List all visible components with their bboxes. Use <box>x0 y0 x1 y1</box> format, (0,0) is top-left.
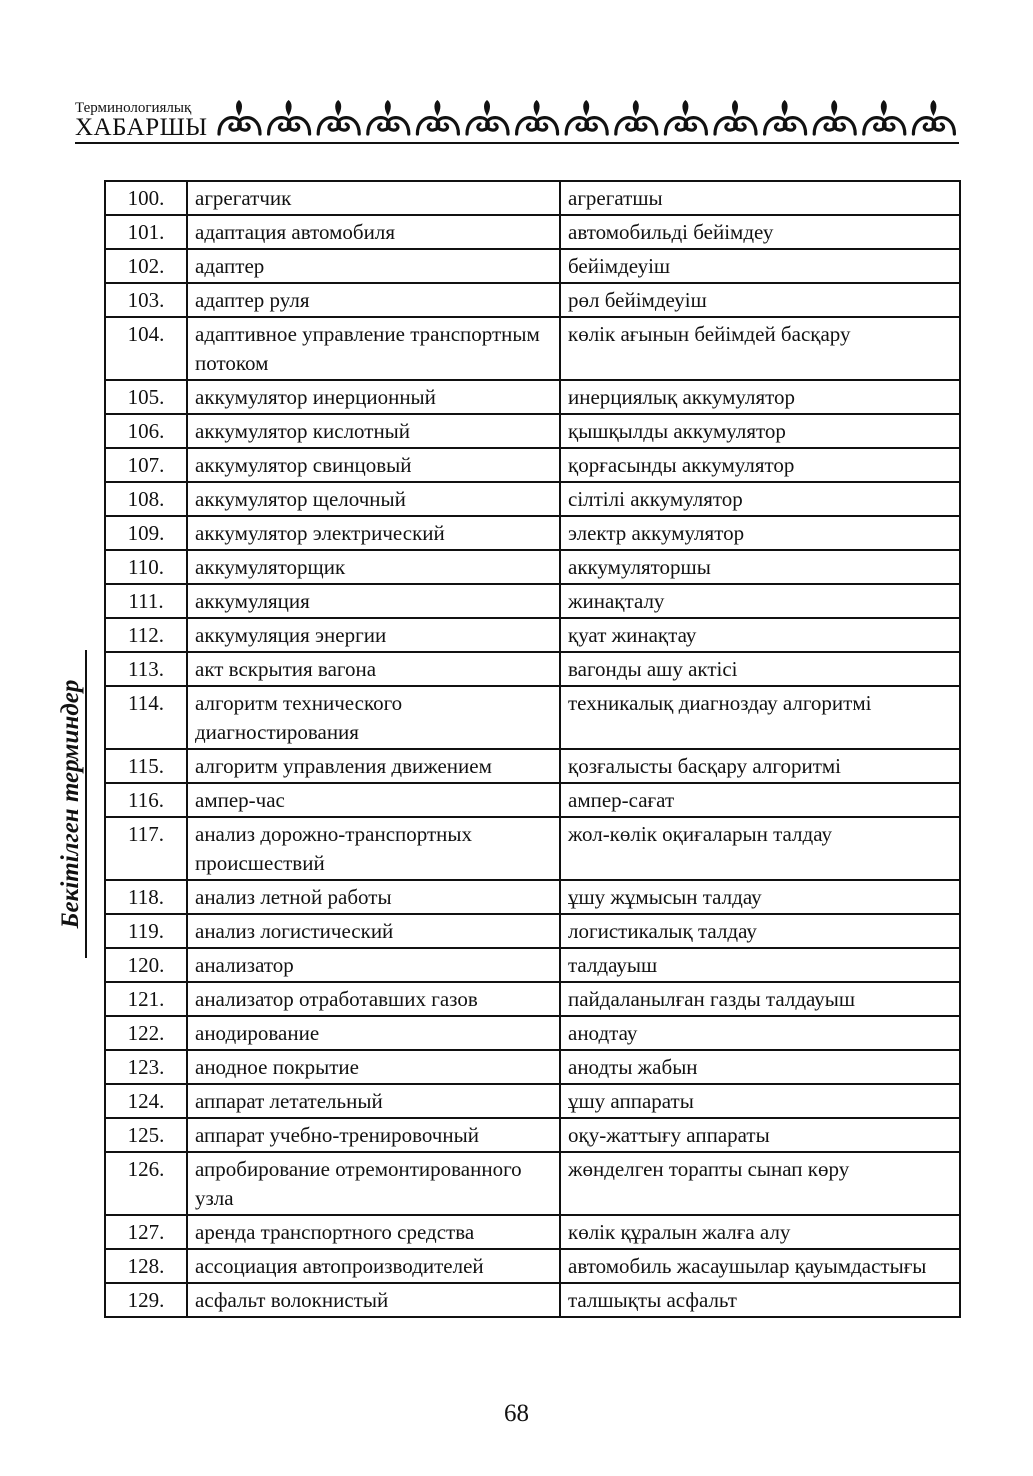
row-number: 106. <box>105 414 187 448</box>
row-number: 124. <box>105 1084 187 1118</box>
terms-table-body <box>105 181 960 1317</box>
term-kazakh: автомобильді бейімдеу <box>560 215 960 249</box>
row-number: 110. <box>105 550 187 584</box>
term-kazakh: жинақталу <box>560 584 960 618</box>
term-russian: анализатор <box>187 948 560 982</box>
row-number: 121. <box>105 982 187 1016</box>
row-number: 103. <box>105 283 187 317</box>
term-kazakh: қуат жинақтау <box>560 618 960 652</box>
row-number: 129. <box>105 1283 187 1317</box>
row-number: 105. <box>105 380 187 414</box>
side-section-label <box>50 650 92 958</box>
row-number: 101. <box>105 215 187 249</box>
term-kazakh: ампер-сағат <box>560 783 960 817</box>
table-row <box>105 686 960 749</box>
term-kazakh: жол-көлік оқиғаларын талдау <box>560 817 960 880</box>
table-row <box>105 914 960 948</box>
term-russian: аккумуляторщик <box>187 550 560 584</box>
table-row <box>105 1050 960 1084</box>
term-russian: аренда транспортного средства <box>187 1215 560 1249</box>
term-kazakh: техникалық диагноздау алгоритмі <box>560 686 960 749</box>
term-russian: аппарат летательный <box>187 1084 560 1118</box>
row-number: 114. <box>105 686 187 749</box>
table-row <box>105 1283 960 1317</box>
term-kazakh: электр аккумулятор <box>560 516 960 550</box>
table-row <box>105 1152 960 1215</box>
row-number: 126. <box>105 1152 187 1215</box>
table-row <box>105 652 960 686</box>
term-kazakh: автомобиль жасаушылар қауымдастығы <box>560 1249 960 1283</box>
page-header <box>75 96 959 146</box>
term-kazakh: талдауыш <box>560 948 960 982</box>
row-number: 104. <box>105 317 187 380</box>
row-number: 113. <box>105 652 187 686</box>
term-russian: адаптер руля <box>187 283 560 317</box>
row-number: 123. <box>105 1050 187 1084</box>
term-kazakh: бейімдеуіш <box>560 249 960 283</box>
table-row <box>105 1016 960 1050</box>
term-kazakh: ұшу аппараты <box>560 1084 960 1118</box>
row-number: 117. <box>105 817 187 880</box>
table-row <box>105 448 960 482</box>
term-kazakh: инерциялық аккумулятор <box>560 380 960 414</box>
table-row <box>105 880 960 914</box>
term-kazakh: жөнделген торапты сынап көру <box>560 1152 960 1215</box>
term-russian: ампер-час <box>187 783 560 817</box>
term-kazakh: қорғасынды аккумулятор <box>560 448 960 482</box>
term-kazakh: вагонды ашу актісі <box>560 652 960 686</box>
term-russian: анализатор отработавших газов <box>187 982 560 1016</box>
term-russian: аккумулятор свинцовый <box>187 448 560 482</box>
term-kazakh: аккумуляторшы <box>560 550 960 584</box>
term-kazakh: қозғалысты басқару алгоритмі <box>560 749 960 783</box>
term-russian: алгоритм управления движением <box>187 749 560 783</box>
term-russian: адаптер <box>187 249 560 283</box>
table-row <box>105 1084 960 1118</box>
term-russian: анализ дорожно-транспортных происшествий <box>187 817 560 880</box>
table-row <box>105 249 960 283</box>
table-row <box>105 1118 960 1152</box>
term-russian: анодирование <box>187 1016 560 1050</box>
term-russian: акт вскрытия вагона <box>187 652 560 686</box>
ornament-pattern-icon <box>215 96 959 140</box>
term-kazakh: талшықты асфальт <box>560 1283 960 1317</box>
term-kazakh: агрегатшы <box>560 181 960 215</box>
table-row <box>105 283 960 317</box>
side-label-text: Бекітілген терминдер <box>57 679 84 929</box>
term-kazakh: көлік ағынын бейімдей басқару <box>560 317 960 380</box>
term-russian: аккумулятор щелочный <box>187 482 560 516</box>
row-number: 111. <box>105 584 187 618</box>
term-russian: аккумулятор электрический <box>187 516 560 550</box>
term-russian: асфальт волокнистый <box>187 1283 560 1317</box>
term-russian: ассоциация автопроизводителей <box>187 1249 560 1283</box>
table-row <box>105 1215 960 1249</box>
term-kazakh: анодтау <box>560 1016 960 1050</box>
row-number: 109. <box>105 516 187 550</box>
table-row <box>105 380 960 414</box>
term-russian: анодное покрытие <box>187 1050 560 1084</box>
row-number: 122. <box>105 1016 187 1050</box>
table-row <box>105 618 960 652</box>
journal-title-big: ХАБАРШЫ <box>75 114 208 141</box>
table-row <box>105 982 960 1016</box>
term-kazakh: логистикалық талдау <box>560 914 960 948</box>
row-number: 118. <box>105 880 187 914</box>
table-row <box>105 482 960 516</box>
term-russian: аккумуляция энергии <box>187 618 560 652</box>
term-kazakh: ұшу жұмысын талдау <box>560 880 960 914</box>
row-number: 116. <box>105 783 187 817</box>
row-number: 125. <box>105 1118 187 1152</box>
term-kazakh: рөл бейімдеуіш <box>560 283 960 317</box>
term-kazakh: көлік құралын жалға алу <box>560 1215 960 1249</box>
term-russian: адаптивное управление транспортным потоком <box>187 317 560 380</box>
term-kazakh: сілтілі аккумулятор <box>560 482 960 516</box>
term-russian: анализ логистический <box>187 914 560 948</box>
table-row <box>105 414 960 448</box>
row-number: 102. <box>105 249 187 283</box>
row-number: 108. <box>105 482 187 516</box>
table-row <box>105 749 960 783</box>
term-kazakh: қышқылды аккумулятор <box>560 414 960 448</box>
term-russian: алгоритм технического диагностирования <box>187 686 560 749</box>
table-row <box>105 550 960 584</box>
table-row <box>105 584 960 618</box>
term-russian: аппарат учебно-тренировочный <box>187 1118 560 1152</box>
journal-title-small: Терминологиялық <box>75 100 192 116</box>
terms-table <box>104 180 961 1318</box>
term-russian: аккумулятор кислотный <box>187 414 560 448</box>
term-russian: агрегатчик <box>187 181 560 215</box>
table-row <box>105 215 960 249</box>
term-kazakh: пайдаланылған газды талдауыш <box>560 982 960 1016</box>
side-label-rule <box>85 650 87 958</box>
table-row <box>105 1249 960 1283</box>
term-russian: аккумулятор инерционный <box>187 380 560 414</box>
term-russian: апробирование отремонтированного узла <box>187 1152 560 1215</box>
term-kazakh: анодты жабын <box>560 1050 960 1084</box>
header-rule <box>75 142 959 144</box>
table-row <box>105 817 960 880</box>
row-number: 127. <box>105 1215 187 1249</box>
table-row <box>105 948 960 982</box>
table-row <box>105 181 960 215</box>
term-russian: аккумуляция <box>187 584 560 618</box>
row-number: 100. <box>105 181 187 215</box>
row-number: 112. <box>105 618 187 652</box>
row-number: 128. <box>105 1249 187 1283</box>
term-russian: адаптация автомобиля <box>187 215 560 249</box>
table-row <box>105 783 960 817</box>
row-number: 120. <box>105 948 187 982</box>
term-kazakh: оқу-жаттығу аппараты <box>560 1118 960 1152</box>
term-russian: анализ летной работы <box>187 880 560 914</box>
row-number: 119. <box>105 914 187 948</box>
row-number: 115. <box>105 749 187 783</box>
row-number: 107. <box>105 448 187 482</box>
page-number: 68 <box>504 1400 529 1427</box>
table-row <box>105 317 960 380</box>
table-row <box>105 516 960 550</box>
